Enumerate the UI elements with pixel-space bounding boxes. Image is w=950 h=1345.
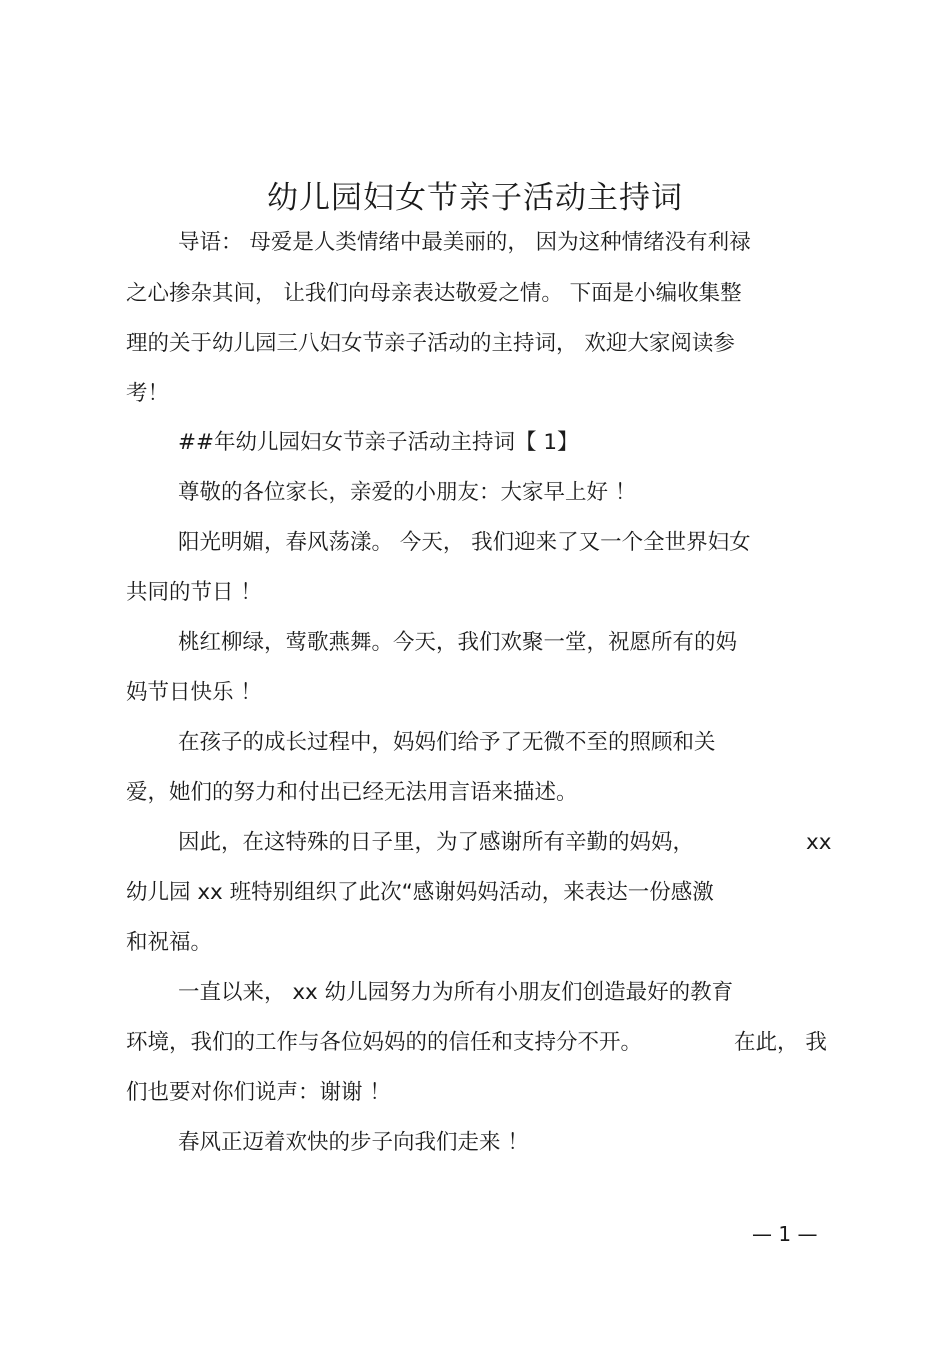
paragraph-line: 理的关于幼儿园三八妇女节亲子活动的主持词， 欢迎大家阅读参 xyxy=(126,331,735,356)
section-heading: ##年幼儿园妇女节亲子活动主持词【 1】 xyxy=(178,430,579,455)
paragraph-line: 春风正迈着欢快的步子向我们走来 ！ xyxy=(178,1130,529,1155)
paragraph-line: 环境，我们的工作与各位妈妈的的信任和支持分不开。 xyxy=(126,1030,643,1055)
paragraph-line: 爱，她们的努力和付出已经无法用言语来描述。 xyxy=(126,780,578,805)
paragraph-line: 考！ xyxy=(126,381,170,406)
paragraph-line: 在孩子的成长过程中，妈妈们给予了无微不至的照顾和关 xyxy=(178,730,716,755)
paragraph-line-fragment: xx xyxy=(806,830,832,855)
paragraph-line: 因此，在这特殊的日子里，为了感谢所有辛勤的妈妈， xyxy=(178,830,695,855)
paragraph-line: 尊敬的各位家长，亲爱的小朋友：大家早上好 ！ xyxy=(178,480,637,505)
paragraph-line: 和祝福。 xyxy=(126,930,213,955)
paragraph-line: 一直以来， xx 幼儿园努力为所有小朋友们创造最好的教育 xyxy=(178,980,734,1005)
paragraph-line: 们也要对你们说声：谢谢 ！ xyxy=(126,1080,391,1105)
paragraph-line: 幼儿园 xx 班特别组织了此次“感谢妈妈活动，来表达一份感激 xyxy=(126,880,714,905)
paragraph-line: 之心掺杂其间， 让我们向母亲表达敬爱之情。 下面是小编收集整 xyxy=(126,281,742,306)
paragraph-line-fragment: 在此， 我 xyxy=(734,1030,827,1055)
paragraph-line: 阳光明媚，春风荡漾。 今天， 我们迎来了又一个全世界妇女 xyxy=(178,530,751,555)
page-number: — 1 — xyxy=(752,1222,818,1246)
paragraph-line: 导语： 母爱是人类情绪中最美丽的， 因为这种情绪没有利禄 xyxy=(178,230,751,255)
paragraph-line: 共同的节日 ！ xyxy=(126,580,262,605)
paragraph-line: 桃红柳绿，莺歌燕舞。今天，我们欢聚一堂，祝愿所有的妈 xyxy=(178,630,738,655)
paragraph-line: 妈节日快乐 ！ xyxy=(126,680,262,705)
document-title: 幼儿园妇女节亲子活动主持词 xyxy=(267,180,683,216)
